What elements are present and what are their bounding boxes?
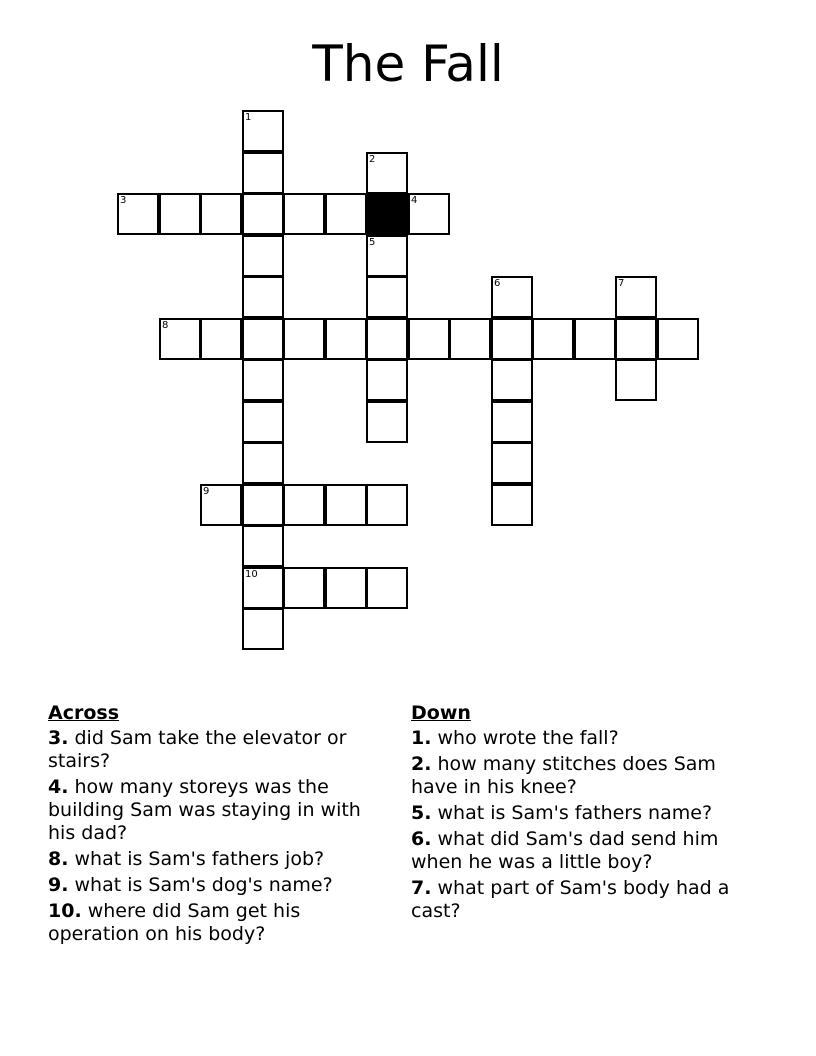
clue-text: what part of Sam's body had a cast? bbox=[411, 877, 730, 922]
clue-down-5 bbox=[411, 802, 756, 825]
clue-number: 9. bbox=[48, 874, 69, 896]
clue-down-1 bbox=[411, 727, 756, 750]
grid-cell[interactable] bbox=[408, 318, 450, 360]
cell-number: 5 bbox=[369, 237, 376, 248]
page-title: The Fall bbox=[312, 35, 504, 93]
clue-text: what is Sam's fathers job? bbox=[68, 848, 325, 870]
grid-cell[interactable] bbox=[283, 567, 325, 609]
grid-cell[interactable] bbox=[366, 567, 408, 609]
clue-number: 2. bbox=[411, 753, 432, 775]
cell-number: 4 bbox=[411, 195, 418, 206]
grid-cell[interactable] bbox=[242, 193, 284, 235]
grid-cell[interactable] bbox=[366, 276, 408, 318]
grid-cell[interactable] bbox=[325, 318, 367, 360]
grid-cell[interactable] bbox=[242, 276, 284, 318]
cell-number: 8 bbox=[162, 320, 169, 331]
clue-text: what is Sam's dog's name? bbox=[68, 874, 333, 896]
black-square bbox=[366, 193, 408, 235]
clue-down-2 bbox=[411, 753, 756, 799]
grid-cell[interactable] bbox=[242, 525, 284, 567]
clue-text: how many stitches does Sam have in his knee? bbox=[411, 753, 716, 798]
grid-cell[interactable] bbox=[615, 276, 657, 318]
cell-number: 7 bbox=[618, 278, 625, 289]
grid-cell[interactable] bbox=[200, 193, 242, 235]
clue-across-3 bbox=[48, 727, 393, 773]
grid-cell[interactable] bbox=[366, 318, 408, 360]
clue-number: 7. bbox=[411, 877, 432, 899]
grid-cell[interactable] bbox=[283, 193, 325, 235]
grid-cell[interactable] bbox=[491, 359, 533, 401]
grid-cell[interactable] bbox=[491, 442, 533, 484]
grid-cell[interactable] bbox=[491, 276, 533, 318]
grid-cell[interactable] bbox=[242, 401, 284, 443]
grid-cell[interactable] bbox=[325, 567, 367, 609]
grid-cell[interactable] bbox=[366, 359, 408, 401]
clue-text: where did Sam get his operation on his body? bbox=[48, 900, 301, 945]
grid-cell[interactable] bbox=[491, 318, 533, 360]
grid-cell[interactable] bbox=[242, 442, 284, 484]
clue-text: did Sam take the elevator or stairs? bbox=[48, 727, 347, 772]
grid-cell[interactable] bbox=[242, 110, 284, 152]
grid-cell[interactable] bbox=[200, 484, 242, 526]
down-heading: Down bbox=[411, 702, 471, 724]
clue-text: who wrote the fall? bbox=[431, 727, 619, 749]
clue-across-9 bbox=[48, 874, 393, 897]
grid-cell[interactable] bbox=[615, 359, 657, 401]
cell-number: 9 bbox=[203, 486, 210, 497]
clue-number: 4. bbox=[48, 776, 69, 798]
clue-text: how many storeys was the building Sam was staying in with his dad? bbox=[48, 776, 361, 844]
grid-cell[interactable] bbox=[242, 484, 284, 526]
clue-across-10 bbox=[48, 900, 393, 946]
across-clues bbox=[48, 702, 393, 949]
grid-cell[interactable] bbox=[283, 318, 325, 360]
grid-cell[interactable] bbox=[366, 484, 408, 526]
grid-cell[interactable] bbox=[615, 318, 657, 360]
grid-cell[interactable] bbox=[242, 152, 284, 194]
cell-number: 6 bbox=[494, 278, 501, 289]
clue-across-4 bbox=[48, 776, 393, 845]
grid-cell[interactable] bbox=[242, 608, 284, 650]
clue-text: what is Sam's fathers name? bbox=[431, 802, 713, 824]
grid-cell[interactable] bbox=[574, 318, 616, 360]
grid-cell[interactable] bbox=[366, 401, 408, 443]
grid-cell[interactable] bbox=[242, 318, 284, 360]
grid-cell[interactable] bbox=[242, 359, 284, 401]
grid-cell[interactable] bbox=[449, 318, 491, 360]
down-clues bbox=[411, 702, 756, 926]
grid-cell[interactable] bbox=[325, 484, 367, 526]
clue-number: 3. bbox=[48, 727, 69, 749]
grid-cell[interactable] bbox=[242, 567, 284, 609]
clue-number: 10. bbox=[48, 900, 82, 922]
clue-text: what did Sam's dad send him when he was a little boy? bbox=[411, 828, 719, 873]
grid-cell[interactable] bbox=[657, 318, 699, 360]
cell-number: 1 bbox=[245, 112, 252, 123]
grid-cell[interactable] bbox=[491, 484, 533, 526]
cell-number: 10 bbox=[245, 569, 258, 580]
grid-cell[interactable] bbox=[242, 235, 284, 277]
cell-number: 2 bbox=[369, 154, 376, 165]
grid-cell[interactable] bbox=[117, 193, 159, 235]
grid-cell[interactable] bbox=[159, 318, 201, 360]
grid-cell[interactable] bbox=[159, 193, 201, 235]
clue-number: 8. bbox=[48, 848, 69, 870]
across-heading: Across bbox=[48, 702, 120, 724]
grid-cell[interactable] bbox=[532, 318, 574, 360]
clue-number: 5. bbox=[411, 802, 432, 824]
clue-down-6 bbox=[411, 828, 756, 874]
clue-across-8 bbox=[48, 848, 393, 871]
cell-number: 3 bbox=[120, 195, 127, 206]
grid-cell[interactable] bbox=[366, 235, 408, 277]
grid-cell[interactable] bbox=[408, 193, 450, 235]
grid-cell[interactable] bbox=[200, 318, 242, 360]
grid-cell[interactable] bbox=[366, 152, 408, 194]
clue-number: 6. bbox=[411, 828, 432, 850]
clue-down-7 bbox=[411, 877, 756, 923]
grid-cell[interactable] bbox=[283, 484, 325, 526]
clue-number: 1. bbox=[411, 727, 432, 749]
grid-cell[interactable] bbox=[491, 401, 533, 443]
grid-cell[interactable] bbox=[325, 193, 367, 235]
